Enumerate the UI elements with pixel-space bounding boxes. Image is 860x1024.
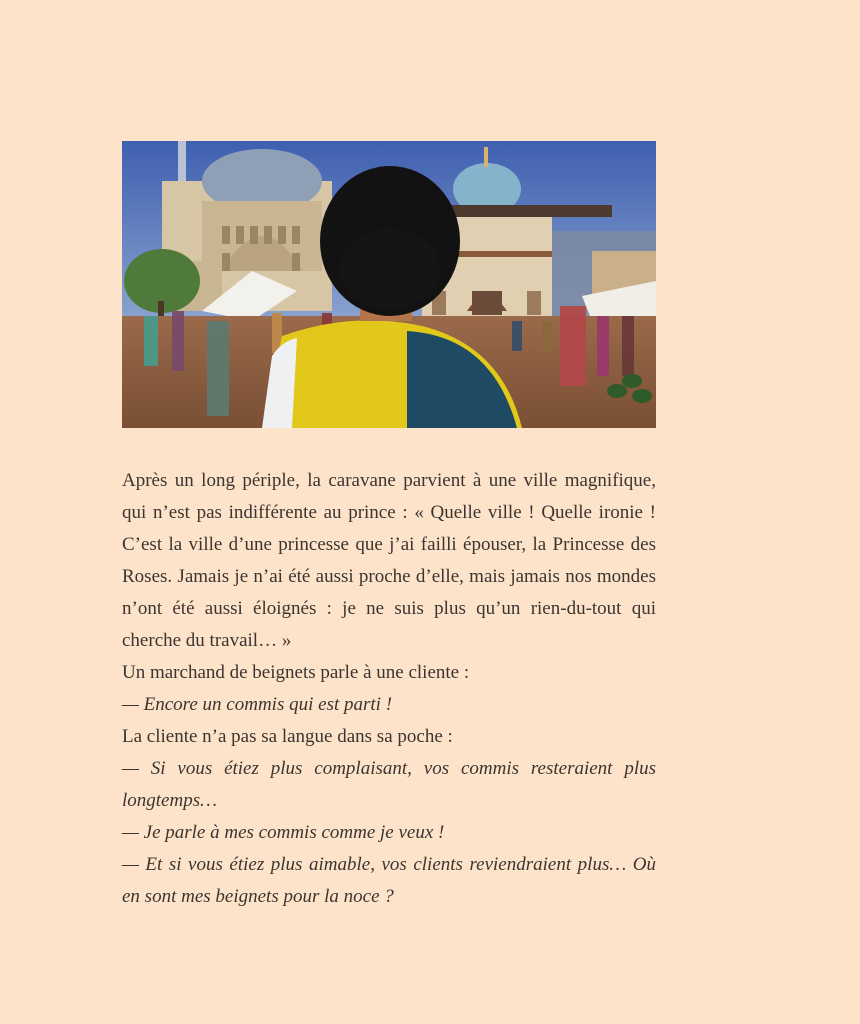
- narration-paragraph: Après un long périple, la caravane parvient à une ville magnifique, qui n’est pas indifférente au prince : « Quelle ville ! Quelle ironie ! C’est la ville d’une princesse que j’ai failli épouser, la Princesse des Roses. Jamais je n’ai été aussi proche d’elle, mais jamais nos mondes n’ont été aussi éloignés : je ne suis plus qu’un rien-du-tout qui cherche du travail… »: [122, 470, 656, 651]
- story-text: [122, 465, 656, 913]
- market-illustration: [122, 141, 656, 428]
- market-scene-image: [122, 141, 656, 428]
- merchant-intro-line: Un marchand de beignets parle à une cliente :: [122, 662, 470, 683]
- dialogue-line-1: — Encore un commis qui est parti !: [122, 694, 393, 715]
- client-intro-line: La cliente n’a pas sa langue dans sa poche :: [122, 726, 453, 747]
- dialogue-line-2: — Si vous étiez plus complaisant, vos commis resteraient plus longtemps…: [122, 758, 656, 811]
- dialogue-line-4: — Et si vous étiez plus aimable, vos clients reviendraient plus… Où en sont mes beignets pour la noce ?: [122, 854, 656, 907]
- dialogue-line-3: — Je parle à mes commis comme je veux !: [122, 822, 445, 843]
